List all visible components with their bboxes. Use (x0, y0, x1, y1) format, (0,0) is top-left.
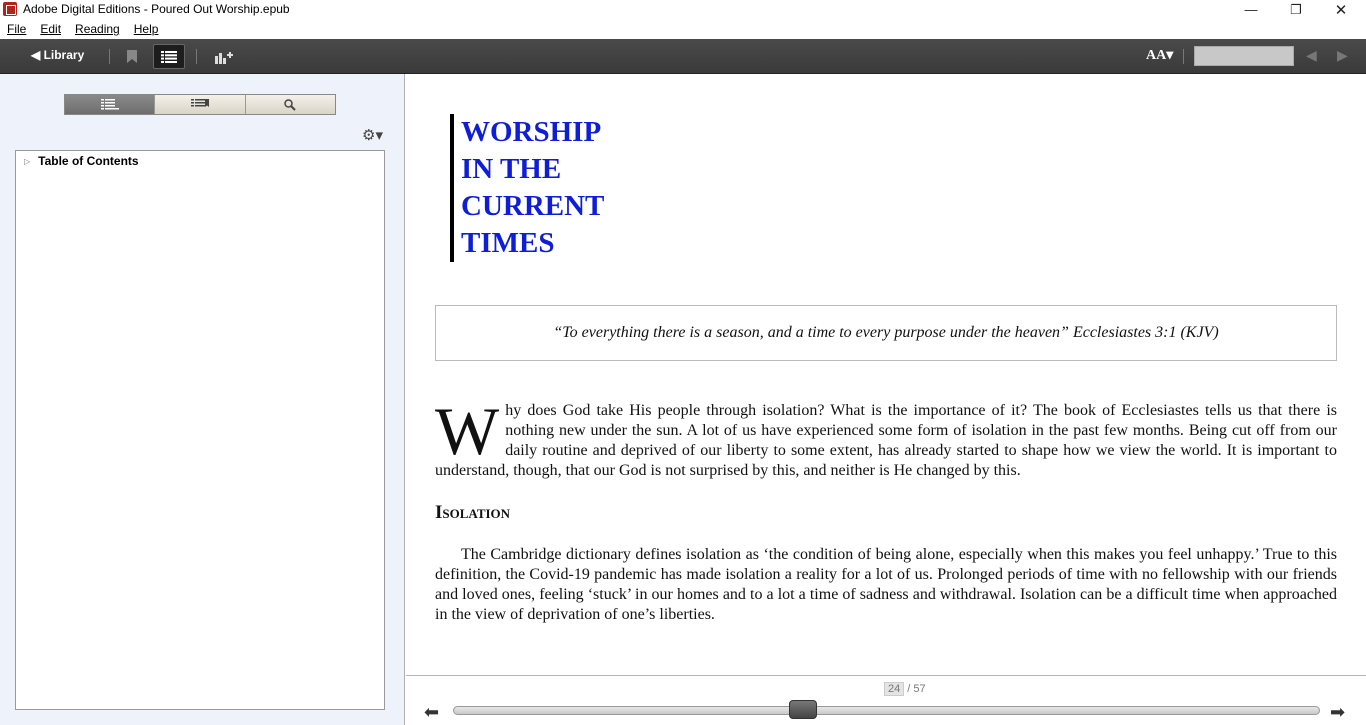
menu-help[interactable]: Help (133, 22, 159, 36)
page-navigation-bar (406, 675, 1366, 725)
previous-page-arrow-icon[interactable]: ⬅ (424, 702, 440, 722)
restore-button[interactable]: ❐ (1290, 1, 1302, 17)
next-page-icon[interactable]: ▶ (1337, 47, 1348, 63)
chapter-title (450, 114, 604, 262)
chapter-title-line: IN THE (461, 153, 562, 185)
pane-tabs (64, 94, 336, 115)
expand-triangle-icon[interactable]: ▷ (24, 156, 31, 166)
current-page[interactable]: 24 (884, 682, 904, 696)
epigraph (435, 305, 1337, 361)
page-slider-thumb[interactable] (789, 700, 817, 719)
page-indicator (884, 682, 926, 696)
bookmark-icon[interactable] (116, 44, 148, 69)
menu-reading[interactable]: Reading (75, 22, 120, 36)
menu-bar (0, 19, 1366, 39)
epigraph-text: “To everything there is a season, and a time to every purpose under the heaven” Ecclesiastes 3:1 (KJV) (553, 324, 1219, 341)
page-slider-track[interactable] (453, 706, 1320, 715)
paragraph-text: hy does God take His people through isolation? What is the importance of it? The book of Ecclesiastes tells us that there is nothing new under the sun. A lot of us have experienced some form of isolation in the past few months. Being cut off from our daily routine and deprived of our liberty to some extent, has already started to shape how we view the world. It is important to understand, though, that our God is not surprised by this, and neither is He changed by this. (435, 402, 1337, 479)
menu-file[interactable]: File (7, 22, 27, 36)
prev-page-icon[interactable]: ◀ (1306, 47, 1317, 63)
library-button[interactable]: ◀ Library (31, 48, 85, 62)
chapter-title-line: TIMES (461, 227, 555, 259)
page-number-field[interactable] (1194, 46, 1294, 66)
list-icon[interactable] (153, 44, 185, 69)
navigation-pane (0, 74, 405, 725)
chart-add-icon[interactable] (208, 44, 240, 69)
chapter-title-line: CURRENT (461, 190, 605, 222)
search-tab[interactable] (246, 95, 335, 114)
toolbar-separator (1183, 49, 1184, 64)
toc-item-label: Table of Contents (38, 154, 139, 168)
paragraph (435, 545, 1337, 625)
toc-panel (15, 150, 385, 710)
toc-item[interactable] (24, 154, 139, 168)
chapter-title-line: WORSHIP (461, 116, 602, 148)
window-title: Adobe Digital Editions - Poured Out Worship.epub (23, 2, 290, 16)
paragraph-text: The Cambridge dictionary defines isolation as ‘the condition of being alone, especially when this makes you feel unhappy.’ True to this definition, the Covid-19 pandemic has made isolation a reality for a lot of us. Prolonged periods of time with no fellowship with our friends and loved ones, feeling ‘stuck’ in our homes and to a lot a time of sadness and withdrawal. Isolation can be a difficult time when approached in the view of deprivation of one’s liberties. (435, 546, 1337, 623)
section-heading: Isolation (435, 502, 511, 523)
total-pages: / 57 (907, 683, 926, 695)
minimize-button[interactable]: — (1244, 2, 1258, 17)
close-button[interactable]: ✕ (1334, 1, 1348, 19)
toolbar-separator (196, 49, 197, 64)
toolbar-separator (109, 49, 110, 64)
app-icon (3, 2, 17, 16)
main-toolbar (0, 39, 1366, 74)
font-size-button[interactable]: AA▾ (1146, 48, 1174, 63)
menu-edit[interactable]: Edit (40, 22, 62, 36)
reading-pane (406, 74, 1366, 675)
toc-tab[interactable] (65, 95, 155, 114)
paragraph (435, 393, 1337, 481)
gear-icon[interactable]: ⚙▾ (362, 127, 383, 144)
next-page-arrow-icon[interactable]: ➡ (1330, 702, 1346, 722)
bookmarks-tab[interactable] (155, 95, 245, 114)
drop-cap: W (435, 393, 500, 469)
title-bar (0, 0, 1366, 19)
